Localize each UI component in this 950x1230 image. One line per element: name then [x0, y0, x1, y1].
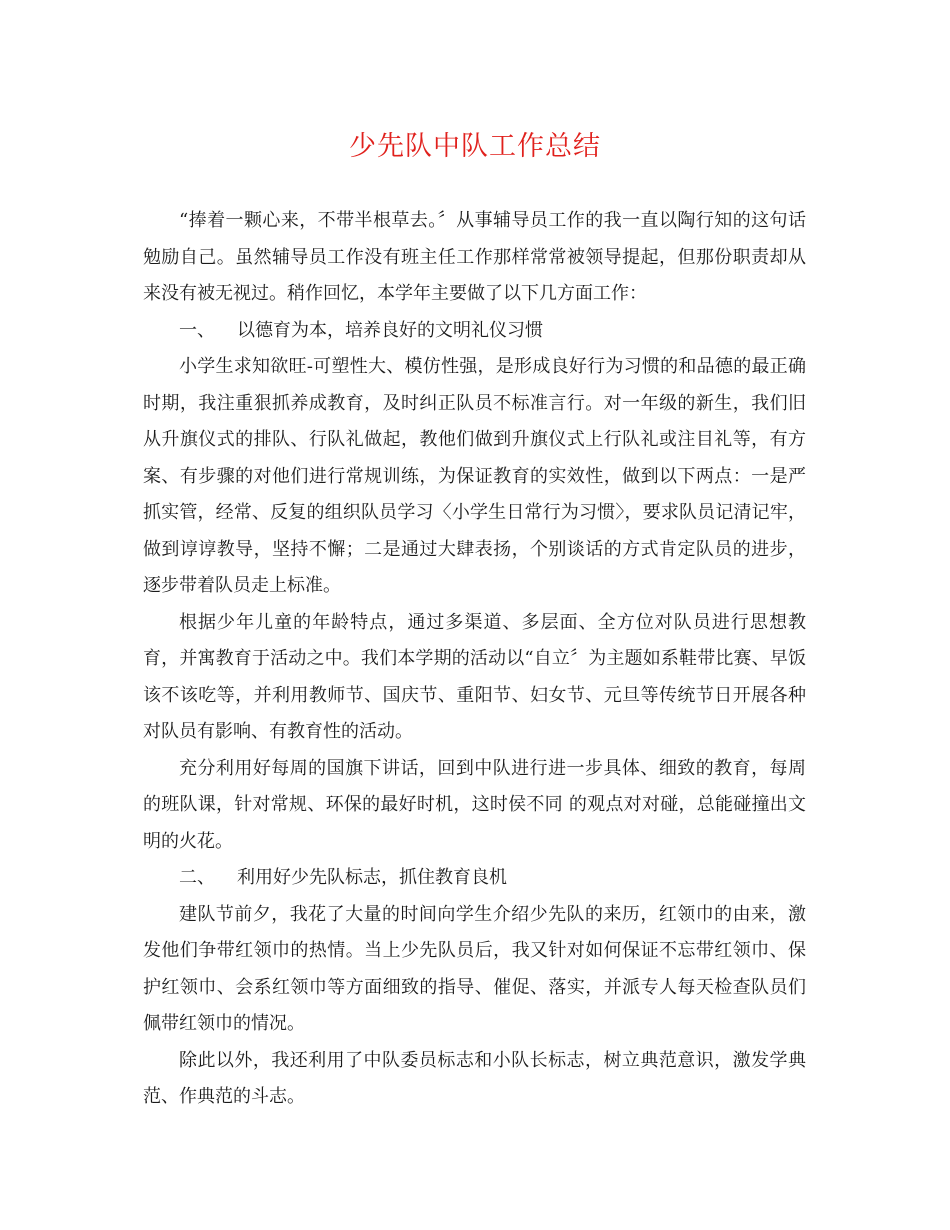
section1-paragraph-1: 小学生求知欲旺-可塑性大、模仿性强，是形成良好行为习惯的和品德的最正确时期，我注重狠抓养成教育，及时纠正队员不标准言行。对一年级的新生，我们旧从升旗仪式的排队、行队礼做起，教他们做到升旗仪式上行队礼或注目礼等，有方案、有步骤的对他们进行常规训练，为保证教育的实效性，做到以下两点：一是严抓实管，经常、反复的组织队员学习〈小学生日常行为习惯〉，要求队员记清记牢，做到谆谆教导，坚持不懈；二是通过大肆表扬，个别谈话的方式肯定队员的进步，逐步带着队员走上标准。	[143, 356, 806, 596]
intro-paragraph: “捧着一颗心来，不带半根草去。〞从事辅导员工作的我一直以陶行知的这句话勉励自己。虽然辅导员工作没有班主任工作那样常常被领导提起，但那份职责却从来没有被无视过。稍作回忆，本学年主要做了以下几方面工作：	[143, 210, 806, 304]
document-title: 少先队中队工作总结	[349, 131, 601, 162]
document-body	[143, 203, 806, 1116]
section1-paragraph-2: 根据少年儿童的年龄特点，通过多渠道、多层面、全方位对队员进行思想教育，并寓教育于活动之中。我们本学期的活动以“自立〞为主题如系鞋带比赛、早饭该不该吃等，并利用教师节、国庆节、重阳节、妇女节、元旦等传统节日开展各种对队员有影响、有教育性的活动。	[143, 611, 806, 742]
section-title-2: 利用好少先队标志，抓住教育良机	[237, 867, 507, 888]
section-title-1: 以德育为本，培养良好的文明礼仪习惯	[237, 319, 543, 341]
section1-paragraph-3: 充分利用好每周的国旗下讲话，回到中队进行进一步具体、细致的教育，每周的班队课，针对常规、环保的最好时机，这时侯不同 的观点对对碰，总能碰撞出文明的火花。	[143, 757, 806, 852]
section2-paragraph-1: 建队节前夕，我花了大量的时间向学生介绍少先队的来历，红领巾的由来，激发他们争带红领巾的热情。当上少先队员后，我又针对如何保证不忘带红领巾、保护红领巾、会系红领巾等方面细致的指导、催促、落实，并派专人每天检查队员们佩带红领巾的情况。	[143, 903, 806, 1034]
section2-paragraph-2: 除此以外，我还利用了中队委员标志和小队长标志，树立典范意识，激发学典范、作典范的斗志。	[143, 1049, 806, 1107]
section-heading-2	[143, 860, 806, 897]
section-number-2: 二、	[179, 867, 215, 888]
section-number-1: 一、	[179, 319, 215, 341]
section-heading-1	[143, 313, 806, 350]
